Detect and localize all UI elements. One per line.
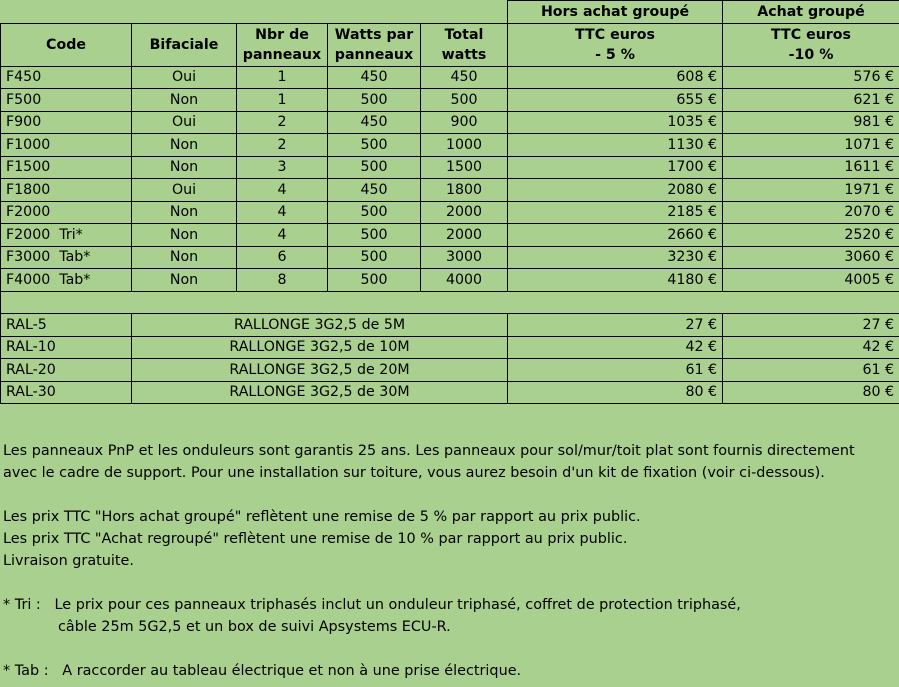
product-total: 2000 (421, 201, 508, 224)
product-nbr: 2 (237, 134, 328, 157)
notes-section (3, 440, 893, 682)
product-nbr: 2 (237, 111, 328, 134)
product-watts: 500 (328, 269, 421, 292)
product-watts: 500 (328, 201, 421, 224)
product-watts: 450 (328, 66, 421, 89)
product-achat-price: 1071 € (723, 134, 899, 157)
product-bifaciale: Non (132, 89, 237, 112)
product-total: 1800 (421, 179, 508, 202)
bifaciale-header: Bifaciale (132, 23, 237, 66)
product-bifaciale: Non (132, 201, 237, 224)
table-row (1, 224, 899, 247)
product-hors-price: 2185 € (508, 201, 723, 224)
table-row (1, 201, 899, 224)
product-code: F450 (1, 66, 132, 89)
product-watts: 500 (328, 89, 421, 112)
product-watts: 450 (328, 179, 421, 202)
product-code: F1500 (1, 156, 132, 179)
achat-ttc-header: TTC euros -10 % (723, 23, 899, 66)
product-achat-price: 1971 € (723, 179, 899, 202)
product-total: 4000 (421, 269, 508, 292)
product-achat-price: 981 € (723, 111, 899, 134)
product-total: 900 (421, 111, 508, 134)
product-watts: 500 (328, 156, 421, 179)
product-bifaciale: Oui (132, 111, 237, 134)
hors-ttc-header: TTC euros - 5 % (508, 23, 723, 66)
cable-description: RALLONGE 3G2,5 de 20M (132, 359, 508, 382)
table-row (1, 336, 899, 359)
product-achat-price: 3060 € (723, 246, 899, 269)
cable-description: RALLONGE 3G2,5 de 10M (132, 336, 508, 359)
header-row-group (1, 1, 899, 24)
cable-description: RALLONGE 3G2,5 de 30M (132, 381, 508, 404)
product-bifaciale: Oui (132, 179, 237, 202)
product-bifaciale: Oui (132, 66, 237, 89)
livraison-note: Livraison gratuite. (3, 553, 134, 569)
tri-footnote-line2: câble 25m 5G2,5 et un box de suivi Apsystems ECU-R. (58, 619, 451, 635)
product-nbr: 6 (237, 246, 328, 269)
table-row (1, 66, 899, 89)
table-row (1, 269, 899, 292)
header-row-columns (1, 23, 899, 66)
product-code: F500 (1, 89, 132, 112)
code-header: Code (1, 23, 132, 66)
product-hors-price: 1130 € (508, 134, 723, 157)
cable-achat-price: 61 € (723, 359, 899, 382)
product-hors-price: 2080 € (508, 179, 723, 202)
product-hors-price: 655 € (508, 89, 723, 112)
table-row (1, 359, 899, 382)
product-hors-price: 3230 € (508, 246, 723, 269)
product-hors-price: 4180 € (508, 269, 723, 292)
product-nbr: 8 (237, 269, 328, 292)
product-code: F3000 Tab* (1, 246, 132, 269)
table-row (1, 89, 899, 112)
cable-achat-price: 80 € (723, 381, 899, 404)
prix-hors-note: Les prix TTC "Hors achat groupé" reflètent une remise de 5 % par rapport au prix public. (3, 509, 641, 525)
product-achat-price: 4005 € (723, 269, 899, 292)
cable-code: RAL-10 (1, 336, 132, 359)
tri-footnote-line1: * Tri : Le prix pour ces panneaux triphasés inclut un onduleur triphasé, coffret de protection triphasé, (3, 597, 741, 613)
product-achat-price: 2070 € (723, 201, 899, 224)
cable-achat-price: 27 € (723, 314, 899, 337)
product-achat-price: 1611 € (723, 156, 899, 179)
cable-hors-price: 42 € (508, 336, 723, 359)
product-total: 450 (421, 66, 508, 89)
product-achat-price: 2520 € (723, 224, 899, 247)
product-nbr: 4 (237, 179, 328, 202)
cable-code: RAL-20 (1, 359, 132, 382)
product-hors-price: 1035 € (508, 111, 723, 134)
table-row (1, 111, 899, 134)
garantie-note-line1: Les panneaux PnP et les onduleurs sont garantis 25 ans. Les panneaux pour sol/mur/toit plat sont fournis directement (3, 443, 855, 459)
product-code: F2000 Tri* (1, 224, 132, 247)
product-total: 3000 (421, 246, 508, 269)
cable-description: RALLONGE 3G2,5 de 5M (132, 314, 508, 337)
spacer-row (1, 291, 899, 314)
product-hors-price: 1700 € (508, 156, 723, 179)
product-code: F1000 (1, 134, 132, 157)
product-bifaciale: Non (132, 134, 237, 157)
table-row (1, 134, 899, 157)
product-watts: 500 (328, 224, 421, 247)
product-hors-price: 2660 € (508, 224, 723, 247)
hors-achat-groupe-header: Hors achat groupé (508, 1, 723, 24)
table-row (1, 381, 899, 404)
product-nbr: 4 (237, 224, 328, 247)
product-total: 1500 (421, 156, 508, 179)
product-code: F2000 (1, 201, 132, 224)
product-watts: 500 (328, 246, 421, 269)
cable-hors-price: 27 € (508, 314, 723, 337)
cable-code: RAL-30 (1, 381, 132, 404)
product-bifaciale: Non (132, 246, 237, 269)
table-row (1, 314, 899, 337)
product-code: F1800 (1, 179, 132, 202)
product-bifaciale: Non (132, 269, 237, 292)
table-row (1, 179, 899, 202)
product-nbr: 3 (237, 156, 328, 179)
tab-footnote: * Tab : A raccorder au tableau électrique et non à une prise électrique. (3, 663, 522, 679)
cable-code: RAL-5 (1, 314, 132, 337)
product-code: F900 (1, 111, 132, 134)
product-nbr: 1 (237, 66, 328, 89)
cable-achat-price: 42 € (723, 336, 899, 359)
product-code: F4000 Tab* (1, 269, 132, 292)
product-total: 2000 (421, 224, 508, 247)
product-bifaciale: Non (132, 156, 237, 179)
product-achat-price: 621 € (723, 89, 899, 112)
table-row (1, 246, 899, 269)
nbr-panneaux-header: Nbr de panneaux (237, 23, 328, 66)
cable-hors-price: 80 € (508, 381, 723, 404)
product-achat-price: 576 € (723, 66, 899, 89)
watts-par-panneaux-header: Watts par panneaux (328, 23, 421, 66)
cable-hors-price: 61 € (508, 359, 723, 382)
product-watts: 500 (328, 134, 421, 157)
product-nbr: 4 (237, 201, 328, 224)
product-total: 500 (421, 89, 508, 112)
product-hors-price: 608 € (508, 66, 723, 89)
product-total: 1000 (421, 134, 508, 157)
product-watts: 450 (328, 111, 421, 134)
achat-groupe-header: Achat groupé (723, 1, 899, 24)
total-watts-header: Total watts (421, 23, 508, 66)
table-row (1, 156, 899, 179)
garantie-note-line2: avec le cadre de support. Pour une installation sur toiture, vous aurez besoin d'un kit de fixation (voir ci-dessous). (3, 465, 825, 481)
prix-achat-note: Les prix TTC "Achat regroupé" reflètent une remise de 10 % par rapport au prix public. (3, 531, 628, 547)
product-nbr: 1 (237, 89, 328, 112)
product-bifaciale: Non (132, 224, 237, 247)
